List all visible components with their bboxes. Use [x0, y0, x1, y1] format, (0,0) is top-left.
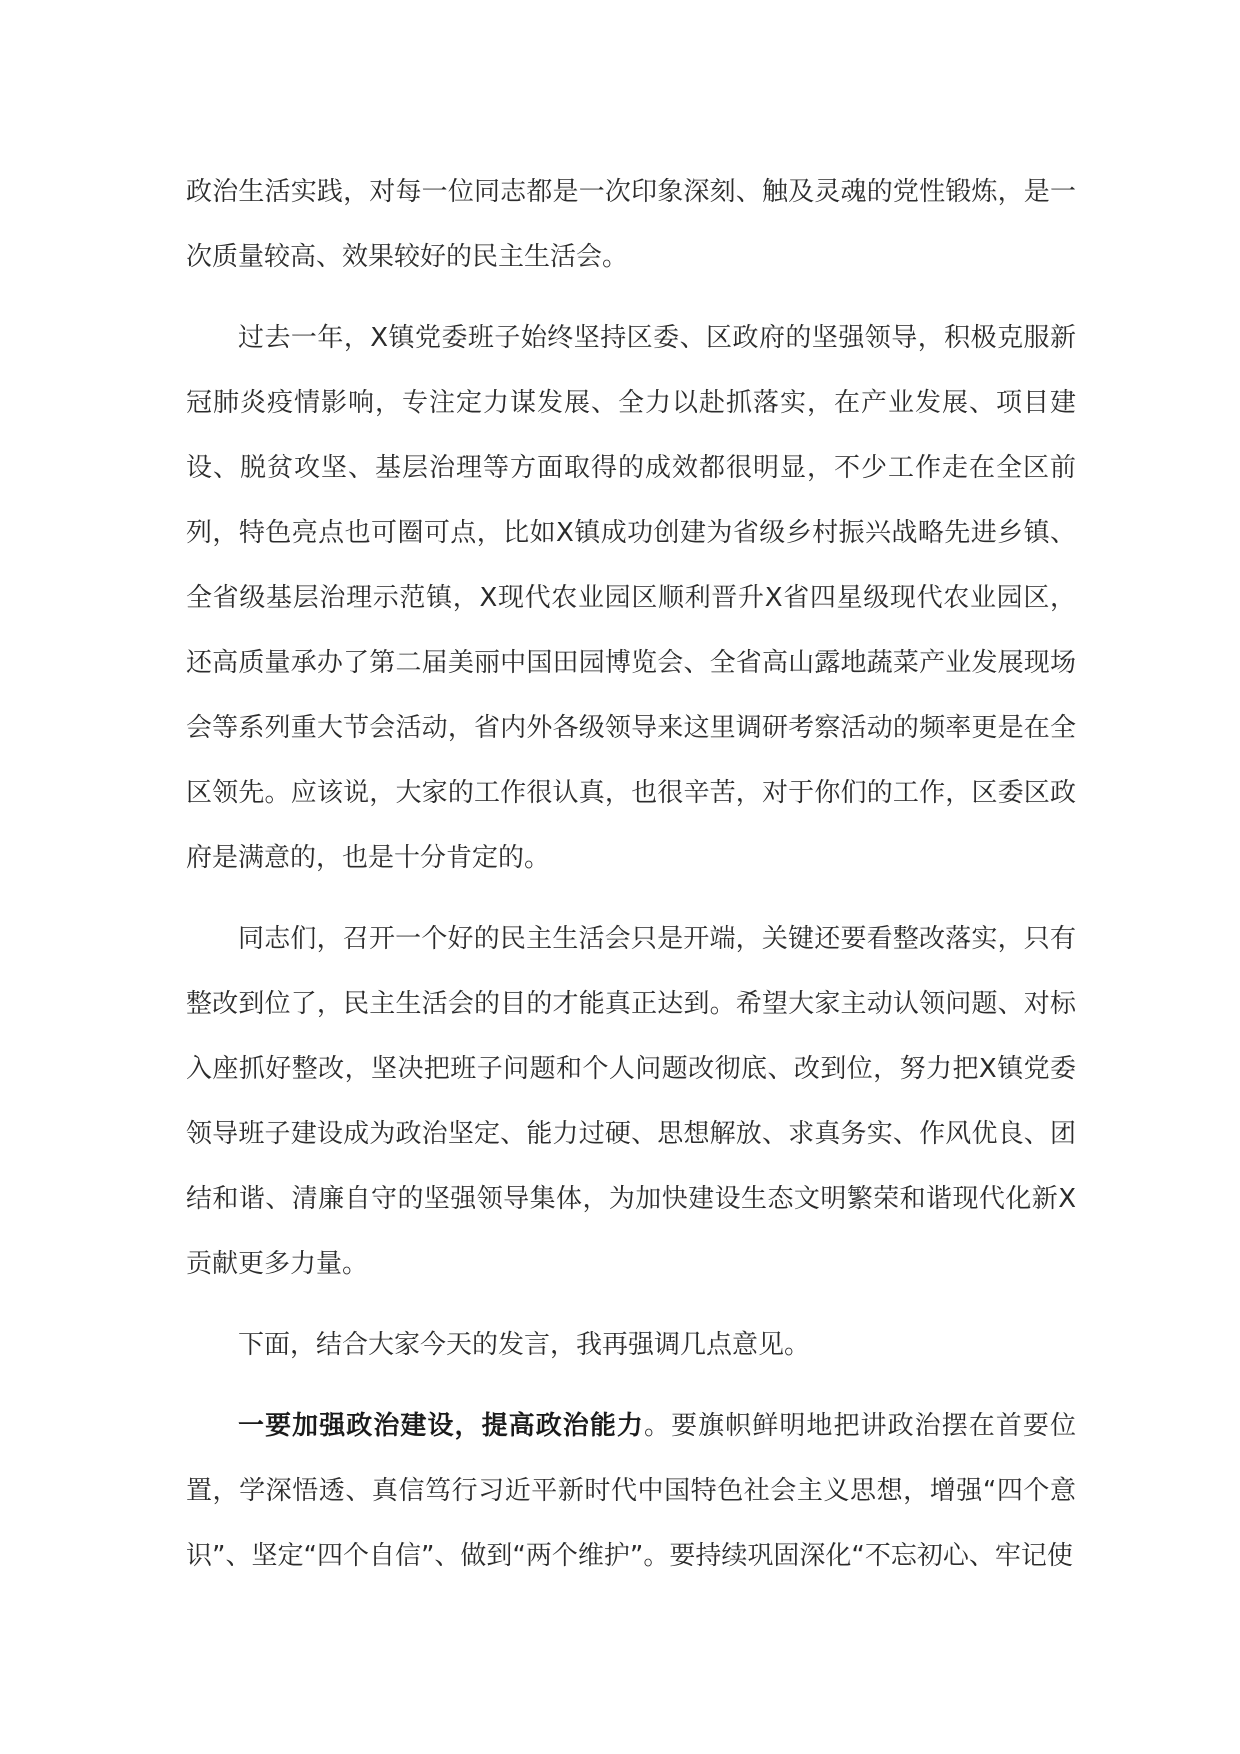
paragraph-text: 同志们，召开一个好的民主生活会只是开端，关键还要看整改落实，只有整改到位了，民主生活会的目的才能真正达到。希望大家主动认领问题、对标入座抓好整改，坚决把班子问题和个人问题改彻底、改到位，努力把X镇党委领导班子建设成为政治坚定、能力过硬、思想解放、求真务实、作风优良、团结和谐、清廉自守的坚强领导集体，为加快建设生态文明繁荣和谐现代化新X贡献更多力量。 [186, 924, 1077, 1279]
paragraph-point-one [186, 1394, 1076, 1589]
paragraph-transition [186, 1313, 1076, 1378]
paragraph-continuation [186, 160, 1076, 290]
paragraph-rectification [186, 907, 1076, 1297]
paragraph-lead-heading: 一要加强政治建设，提高政治能力 [238, 1411, 644, 1441]
paragraph-text: 政治生活实践，对每一位同志都是一次印象深刻、触及灵魂的党性锻炼，是一次质量较高、效果较好的民主生活会。 [186, 177, 1076, 272]
paragraph-text: 下面，结合大家今天的发言，我再强调几点意见。 [238, 1330, 811, 1360]
paragraph-text: 。要旗帜鲜明地把讲政治摆在首要位置，学深悟透、真信笃行习近平新时代中国特色社会主义思想，增强“四个意识”、坚定“四个自信”、做到“两个维护”。要持续巩固深化“不忘初心、牢记使 [186, 1411, 1076, 1571]
paragraph-text: 过去一年，X镇党委班子始终坚持区委、区政府的坚强领导，积极克服新冠肺炎疫情影响，专注定力谋发展、全力以赴抓落实，在产业发展、项目建设、脱贫攻坚、基层治理等方面取得的成效都很明显，不少工作走在全区前列，特色亮点也可圈可点，比如X镇成功创建为省级乡村振兴战略先进乡镇、全省级基层治理示范镇，X现代农业园区顺利晋升X省四星级现代农业园区，还高质量承办了第二届美丽中国田园博览会、全省高山露地蔬菜产业发展现场会等系列重大节会活动，省内外各级领导来这里调研考察活动的频率更是在全区领先。应该说，大家的工作很认真，也很辛苦，对于你们的工作，区委区政府是满意的，也是十分肯定的。 [186, 323, 1076, 873]
document-page [186, 160, 1076, 1589]
paragraph-review [186, 306, 1076, 891]
